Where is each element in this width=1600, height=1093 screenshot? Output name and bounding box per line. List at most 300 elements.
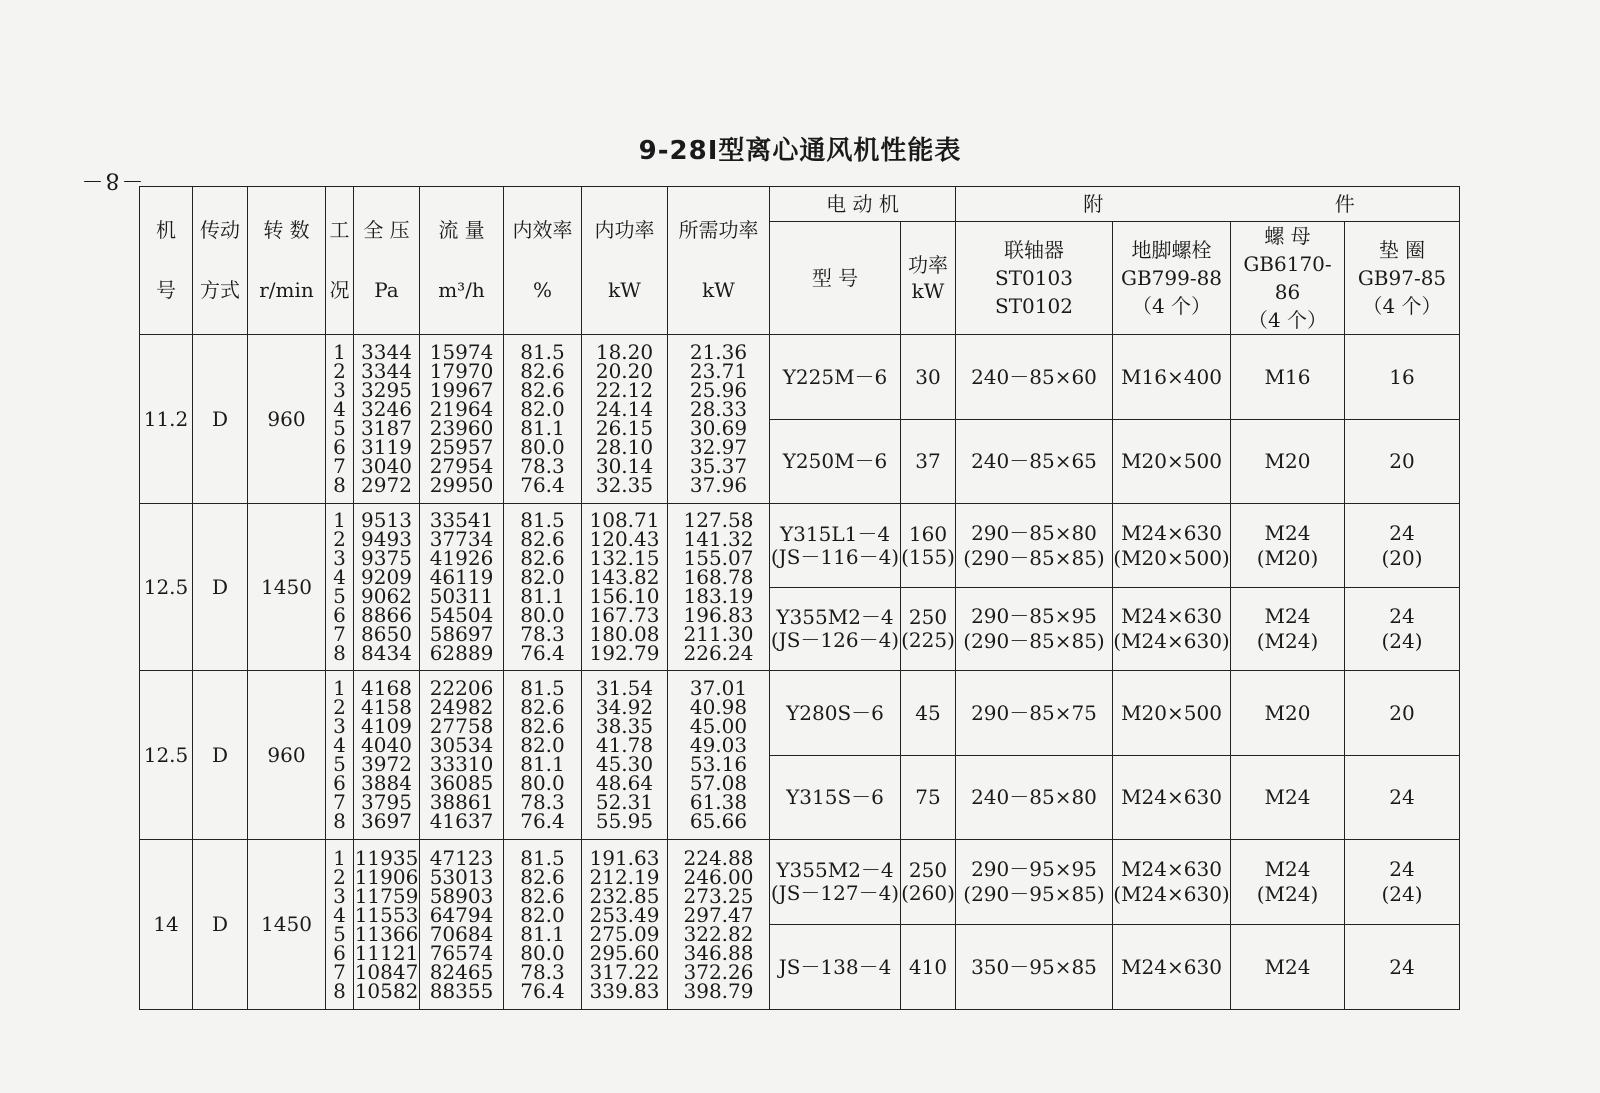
value-cell: 38861 <box>429 790 494 814</box>
value-cell: 8 <box>333 809 346 833</box>
value-cell: 8434 <box>361 641 412 665</box>
table-row <box>140 335 1460 420</box>
motor-model-line: JS－138－4 <box>778 954 892 979</box>
value-cell: 82.6 <box>520 695 565 719</box>
value-cell: 41.78 <box>595 733 654 757</box>
motor-power-cell <box>901 840 956 925</box>
value-cell: 76.4 <box>520 809 565 833</box>
machine-no-cell: 11.2 <box>140 335 193 504</box>
value-cell: 3344 <box>361 359 412 383</box>
motor-power-cell <box>901 671 956 756</box>
value-cell: 64794 <box>429 902 494 927</box>
value-cell: 53013 <box>429 864 494 889</box>
speed-cell: 960 <box>248 671 326 840</box>
header-flow: 流 量 m³/h <box>420 187 504 335</box>
motor-model-cell <box>770 588 901 671</box>
motor-power-line: 410 <box>908 954 948 979</box>
value-cell: 253.49 <box>589 902 660 927</box>
speed-cell: 1450 <box>248 840 326 1010</box>
table-row <box>140 671 1460 756</box>
value-cell: 317.22 <box>589 959 660 984</box>
motor-power-line: 30 <box>915 364 941 389</box>
page-title: 9-28Ⅰ型离心通风机性能表 <box>638 136 962 166</box>
machine-no-cell: 12.5 <box>140 671 193 840</box>
value-cell: 26.15 <box>595 416 654 440</box>
coupling-cell <box>956 588 1113 671</box>
value-cell: 28.10 <box>595 435 654 459</box>
value-cell: 10582 <box>354 978 419 1003</box>
condition-column <box>326 335 354 504</box>
value-cell: 3295 <box>361 378 412 402</box>
value-cell: 108.71 <box>589 508 660 532</box>
value-cell: 3 <box>333 546 346 570</box>
condition-column <box>326 504 354 671</box>
value-cell: 70684 <box>429 921 494 946</box>
value-cell: 65.66 <box>689 809 748 833</box>
value-cell: 1 <box>333 340 346 364</box>
value-cell: 53.16 <box>689 752 748 776</box>
value-cell: 372.26 <box>683 959 754 984</box>
coupling-cell <box>956 671 1113 756</box>
condition-column <box>326 671 354 840</box>
nut-cell <box>1231 588 1345 671</box>
value-cell: 76574 <box>429 940 494 965</box>
value-cell: 3795 <box>361 790 412 814</box>
washer-cell <box>1345 840 1460 925</box>
anchor-bolt-line: (M24×630) <box>1113 882 1230 906</box>
nut-cell <box>1231 925 1345 1010</box>
washer-cell <box>1345 756 1460 840</box>
motor-model-line: Y355M2－4 <box>776 605 894 629</box>
value-cell: 33310 <box>429 752 494 776</box>
flow-column <box>420 504 504 671</box>
required-power-column <box>668 335 770 504</box>
value-cell: 27954 <box>429 454 494 478</box>
coupling-line: 240－85×80 <box>971 785 1097 809</box>
value-cell: 9209 <box>361 565 412 589</box>
value-cell: 48.64 <box>595 771 654 795</box>
value-cell: 46119 <box>429 565 494 589</box>
motor-model-cell <box>770 756 901 840</box>
nut-line: M20 <box>1264 449 1311 473</box>
value-cell: 226.24 <box>683 641 754 665</box>
value-cell: 19967 <box>429 378 494 402</box>
value-cell: 32.35 <box>595 473 654 497</box>
coupling-line: 290－85×75 <box>971 700 1097 725</box>
value-cell: 57.08 <box>689 771 748 795</box>
nut-cell <box>1231 420 1345 504</box>
value-cell: 1 <box>333 845 346 870</box>
anchor-bolt-cell <box>1113 840 1231 925</box>
washer-cell <box>1345 671 1460 756</box>
value-cell: 80.0 <box>520 603 565 627</box>
efficiency-column <box>504 671 582 840</box>
header-motor: 电 动 机 <box>770 187 956 222</box>
value-cell: 3 <box>333 714 346 738</box>
value-cell: 81.5 <box>520 845 565 870</box>
anchor-bolt-cell <box>1113 588 1231 671</box>
drive-cell: D <box>193 671 248 840</box>
motor-power-cell <box>901 335 956 420</box>
value-cell: 25.96 <box>689 378 748 402</box>
value-cell: 82.0 <box>520 565 565 589</box>
motor-power-cell <box>901 925 956 1010</box>
speed-cell: 960 <box>248 335 326 504</box>
value-cell: 275.09 <box>589 921 660 946</box>
anchor-bolt-line: M24×630 <box>1121 604 1222 628</box>
motor-model-line: Y315L1－4 <box>779 521 891 546</box>
washer-line: 16 <box>1389 364 1415 389</box>
value-cell: 58903 <box>429 883 494 908</box>
nut-line: (M24) <box>1256 629 1319 653</box>
anchor-bolt-cell <box>1113 756 1231 840</box>
value-cell: 81.5 <box>520 508 565 532</box>
value-cell: 1 <box>333 508 346 532</box>
value-cell: 2 <box>333 527 346 551</box>
motor-model-line: Y225M－6 <box>782 364 888 389</box>
pressure-column <box>354 671 420 840</box>
coupling-line: 350－95×85 <box>971 954 1097 979</box>
value-cell: 38.35 <box>595 714 654 738</box>
value-cell: 3187 <box>361 416 412 440</box>
value-cell: 3 <box>333 378 346 402</box>
value-cell: 80.0 <box>520 771 565 795</box>
value-cell: 11121 <box>354 940 419 965</box>
value-cell: 58697 <box>429 622 494 646</box>
header-machine-no: 机 号 <box>140 187 193 335</box>
value-cell: 35.37 <box>689 454 748 478</box>
value-cell: 10847 <box>354 959 419 984</box>
washer-line: 20 <box>1389 700 1415 725</box>
coupling-cell <box>956 925 1113 1010</box>
required-power-column <box>668 840 770 1010</box>
value-cell: 132.15 <box>589 546 660 570</box>
washer-cell <box>1345 420 1460 504</box>
anchor-bolt-line: M24×630 <box>1121 785 1222 809</box>
value-cell: 21964 <box>429 397 494 421</box>
motor-model-line: Y280S－6 <box>786 700 884 725</box>
anchor-bolt-line: M20×500 <box>1121 700 1222 725</box>
value-cell: 339.83 <box>589 978 660 1003</box>
coupling-line: 290－95×95 <box>971 857 1097 881</box>
nut-cell <box>1231 756 1345 840</box>
motor-power-line: (225) <box>901 628 955 652</box>
washer-line: (24) <box>1381 882 1423 906</box>
machine-no-cell: 12.5 <box>140 504 193 671</box>
value-cell: 82.0 <box>520 902 565 927</box>
value-cell: 62889 <box>429 641 494 665</box>
value-cell: 155.07 <box>683 546 754 570</box>
value-cell: 21.36 <box>689 340 748 364</box>
coupling-cell <box>956 504 1113 588</box>
value-cell: 4 <box>333 902 346 927</box>
coupling-cell <box>956 756 1113 840</box>
value-cell: 398.79 <box>683 978 754 1003</box>
value-cell: 8 <box>333 978 346 1003</box>
value-cell: 295.60 <box>589 940 660 965</box>
motor-model-cell <box>770 925 901 1010</box>
value-cell: 3040 <box>361 454 412 478</box>
value-cell: 183.19 <box>683 584 754 608</box>
value-cell: 4168 <box>361 676 412 700</box>
value-cell: 9062 <box>361 584 412 608</box>
value-cell: 192.79 <box>589 641 660 665</box>
value-cell: 82.6 <box>520 864 565 889</box>
header-accessory-right: 件 <box>1231 187 1460 222</box>
nut-cell <box>1231 840 1345 925</box>
anchor-bolt-cell <box>1113 335 1231 420</box>
value-cell: 8 <box>333 641 346 665</box>
header-washer: 垫 圈 GB97-85 （4 个） <box>1345 222 1460 335</box>
coupling-cell <box>956 335 1113 420</box>
value-cell: 49.03 <box>689 733 748 757</box>
value-cell: 81.1 <box>520 752 565 776</box>
nut-line: M24 <box>1264 954 1311 979</box>
internal-power-column <box>582 671 668 840</box>
value-cell: 7 <box>333 959 346 984</box>
header-nut: 螺 母 GB6170-86 （4 个） <box>1231 222 1345 335</box>
coupling-line: 240－85×65 <box>971 449 1097 473</box>
efficiency-column <box>504 335 582 504</box>
value-cell: 82.6 <box>520 546 565 570</box>
value-cell: 2 <box>333 695 346 719</box>
value-cell: 15974 <box>429 340 494 364</box>
value-cell: 37734 <box>429 527 494 551</box>
value-cell: 76.4 <box>520 473 565 497</box>
washer-cell <box>1345 504 1460 588</box>
value-cell: 55.95 <box>595 809 654 833</box>
value-cell: 322.82 <box>683 921 754 946</box>
anchor-bolt-line: (M24×630) <box>1113 629 1230 653</box>
value-cell: 5 <box>333 752 346 776</box>
value-cell: 30.14 <box>595 454 654 478</box>
value-cell: 25957 <box>429 435 494 459</box>
drive-cell: D <box>193 504 248 671</box>
value-cell: 4158 <box>361 695 412 719</box>
motor-power-cell <box>901 588 956 671</box>
value-cell: 50311 <box>429 584 494 608</box>
coupling-line: (290－95×85) <box>963 882 1105 906</box>
table-row <box>140 840 1460 925</box>
washer-line: 24 <box>1389 785 1415 809</box>
value-cell: 6 <box>333 771 346 795</box>
value-cell: 41637 <box>429 809 494 833</box>
value-cell: 11759 <box>354 883 419 908</box>
motor-power-cell <box>901 756 956 840</box>
value-cell: 9513 <box>361 508 412 532</box>
value-cell: 120.43 <box>589 527 660 551</box>
coupling-cell <box>956 420 1113 504</box>
washer-cell <box>1345 335 1460 420</box>
value-cell: 30.69 <box>689 416 748 440</box>
motor-model-line: (JS－126－4) <box>770 628 900 652</box>
value-cell: 33541 <box>429 508 494 532</box>
efficiency-column <box>504 840 582 1010</box>
nut-cell <box>1231 335 1345 420</box>
anchor-bolt-cell <box>1113 504 1231 588</box>
value-cell: 3344 <box>361 340 412 364</box>
anchor-bolt-line: M16×400 <box>1121 364 1222 389</box>
speed-cell: 1450 <box>248 504 326 671</box>
pressure-column <box>354 840 420 1010</box>
nut-line: M24 <box>1264 604 1311 628</box>
washer-line: (24) <box>1381 629 1423 653</box>
value-cell: 22206 <box>429 676 494 700</box>
required-power-column <box>668 504 770 671</box>
value-cell: 37.01 <box>689 676 748 700</box>
value-cell: 2 <box>333 864 346 889</box>
value-cell: 32.97 <box>689 435 748 459</box>
value-cell: 246.00 <box>683 864 754 889</box>
internal-power-column <box>582 840 668 1010</box>
value-cell: 191.63 <box>589 845 660 870</box>
value-cell: 81.1 <box>520 921 565 946</box>
motor-model-line: Y250M－6 <box>782 449 888 473</box>
value-cell: 11553 <box>354 902 419 927</box>
value-cell: 3246 <box>361 397 412 421</box>
value-cell: 4 <box>333 733 346 757</box>
pressure-column <box>354 504 420 671</box>
value-cell: 82.6 <box>520 883 565 908</box>
washer-line: 24 <box>1389 857 1415 881</box>
value-cell: 5 <box>333 416 346 440</box>
value-cell: 80.0 <box>520 940 565 965</box>
value-cell: 23.71 <box>689 359 748 383</box>
value-cell: 11906 <box>354 864 419 889</box>
value-cell: 81.1 <box>520 584 565 608</box>
value-cell: 11935 <box>354 845 419 870</box>
value-cell: 2972 <box>361 473 412 497</box>
header-condition: 工 况 <box>326 187 354 335</box>
value-cell: 45.00 <box>689 714 748 738</box>
value-cell: 167.73 <box>589 603 660 627</box>
value-cell: 31.54 <box>595 676 654 700</box>
flow-column <box>420 671 504 840</box>
motor-power-line: 37 <box>915 449 941 473</box>
value-cell: 156.10 <box>589 584 660 608</box>
value-cell: 3 <box>333 883 346 908</box>
value-cell: 143.82 <box>589 565 660 589</box>
value-cell: 82.0 <box>520 733 565 757</box>
coupling-cell <box>956 840 1113 925</box>
value-cell: 41926 <box>429 546 494 570</box>
value-cell: 34.92 <box>595 695 654 719</box>
value-cell: 9375 <box>361 546 412 570</box>
value-cell: 47123 <box>429 845 494 870</box>
value-cell: 78.3 <box>520 790 565 814</box>
page-number: －8－ <box>79 167 144 193</box>
value-cell: 81.5 <box>520 340 565 364</box>
value-cell: 81.5 <box>520 676 565 700</box>
pressure-column <box>354 335 420 504</box>
value-cell: 297.47 <box>683 902 754 927</box>
washer-cell <box>1345 588 1460 671</box>
motor-power-line: 75 <box>915 785 941 809</box>
value-cell: 36085 <box>429 771 494 795</box>
value-cell: 82465 <box>429 959 494 984</box>
nut-cell <box>1231 504 1345 588</box>
motor-power-cell <box>901 504 956 588</box>
header-efficiency: 内效率 % <box>504 187 582 335</box>
value-cell: 24.14 <box>595 397 654 421</box>
value-cell: 3884 <box>361 771 412 795</box>
anchor-bolt-line: M20×500 <box>1121 449 1222 473</box>
motor-model-line: Y315S－6 <box>786 785 884 809</box>
header-internal-power: 内功率 kW <box>582 187 668 335</box>
value-cell: 4040 <box>361 733 412 757</box>
value-cell: 3119 <box>361 435 412 459</box>
value-cell: 3697 <box>361 809 412 833</box>
value-cell: 23960 <box>429 416 494 440</box>
value-cell: 82.6 <box>520 527 565 551</box>
efficiency-column <box>504 504 582 671</box>
value-cell: 52.31 <box>595 790 654 814</box>
motor-model-cell <box>770 504 901 588</box>
value-cell: 4109 <box>361 714 412 738</box>
motor-power-line: (155) <box>901 544 955 569</box>
value-cell: 45.30 <box>595 752 654 776</box>
nut-line: M16 <box>1264 364 1311 389</box>
flow-column <box>420 335 504 504</box>
value-cell: 78.3 <box>520 454 565 478</box>
value-cell: 22.12 <box>595 378 654 402</box>
value-cell: 7 <box>333 622 346 646</box>
value-cell: 232.85 <box>589 883 660 908</box>
value-cell: 7 <box>333 790 346 814</box>
header-drive: 传动 方式 <box>193 187 248 335</box>
coupling-line: 290－85×80 <box>971 520 1097 545</box>
value-cell: 61.38 <box>689 790 748 814</box>
value-cell: 5 <box>333 584 346 608</box>
washer-line: 24 <box>1389 604 1415 628</box>
motor-power-line: (260) <box>901 881 955 905</box>
value-cell: 88355 <box>429 978 494 1003</box>
header-motor-model: 型 号 <box>770 222 901 335</box>
value-cell: 6 <box>333 435 346 459</box>
value-cell: 180.08 <box>589 622 660 646</box>
value-cell: 82.6 <box>520 359 565 383</box>
motor-model-cell <box>770 840 901 925</box>
value-cell: 29950 <box>429 473 494 497</box>
machine-no-cell: 14 <box>140 840 193 1010</box>
value-cell: 80.0 <box>520 435 565 459</box>
value-cell: 78.3 <box>520 959 565 984</box>
value-cell: 196.83 <box>683 603 754 627</box>
value-cell: 54504 <box>429 603 494 627</box>
table-row <box>140 504 1460 588</box>
value-cell: 9493 <box>361 527 412 551</box>
value-cell: 82.0 <box>520 397 565 421</box>
motor-power-line: 45 <box>915 700 941 725</box>
value-cell: 4 <box>333 565 346 589</box>
motor-model-line: Y355M2－4 <box>776 858 894 882</box>
value-cell: 24982 <box>429 695 494 719</box>
coupling-line: 240－85×60 <box>971 364 1097 389</box>
drive-cell: D <box>193 840 248 1010</box>
value-cell: 17970 <box>429 359 494 383</box>
header-motor-power: 功率 kW <box>901 222 956 335</box>
value-cell: 273.25 <box>683 883 754 908</box>
value-cell: 30534 <box>429 733 494 757</box>
header-accessory-left: 附 <box>956 187 1231 222</box>
value-cell: 211.30 <box>683 622 754 646</box>
value-cell: 11366 <box>354 921 419 946</box>
required-power-column <box>668 671 770 840</box>
anchor-bolt-line: M24×630 <box>1121 954 1222 979</box>
value-cell: 212.19 <box>589 864 660 889</box>
drive-cell: D <box>193 335 248 504</box>
washer-line: (20) <box>1381 545 1423 570</box>
